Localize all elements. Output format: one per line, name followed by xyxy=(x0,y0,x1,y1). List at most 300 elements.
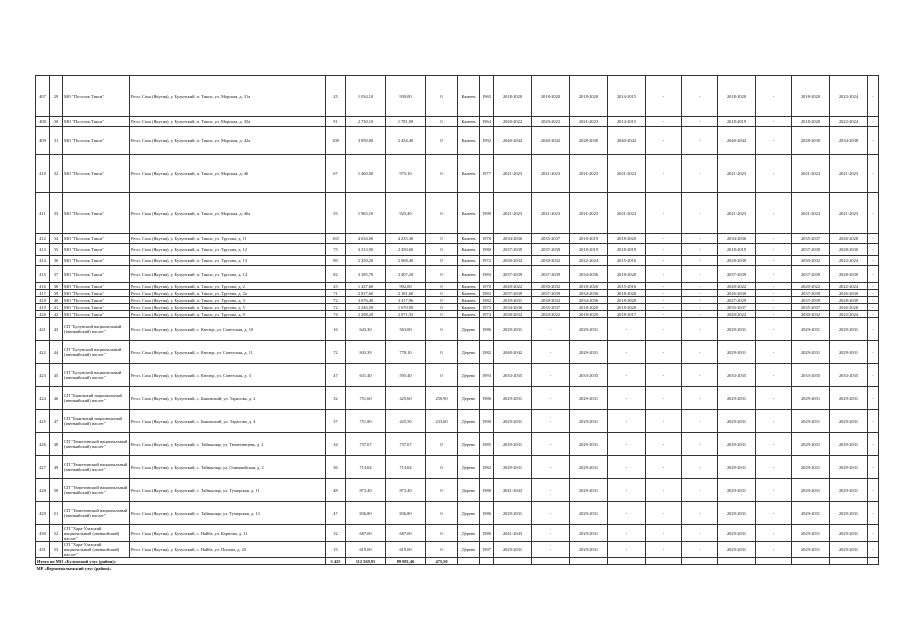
cell-c9: 2030-2032 xyxy=(792,311,830,318)
cell-c2: 2030-2032 xyxy=(532,256,570,266)
cell-n: 50 xyxy=(50,479,63,502)
cell-c1: 2034-2036 xyxy=(494,234,532,244)
cell-c1: 2021-2023 xyxy=(494,193,532,234)
cell-a3: 0 xyxy=(426,234,458,244)
cell-yr: 1983 xyxy=(480,266,494,283)
cell-c11: - xyxy=(868,456,879,479)
table-row xyxy=(36,456,879,479)
cell-c1: 2021-2023 xyxy=(494,155,532,193)
cell-c5: - xyxy=(646,387,682,410)
cell-c3: 2018-2020 xyxy=(570,283,608,290)
cell-c5: - xyxy=(646,502,682,525)
cell-c3: 2021-2023 xyxy=(570,193,608,234)
cell-c4: 2018-2020 xyxy=(608,266,646,283)
cell-a3: 0 xyxy=(426,364,458,387)
cell-c7: 2027-2029 xyxy=(718,297,756,304)
cell-a2: 1 670,90 xyxy=(386,304,426,311)
cell-mo: МО "Поселок Тикси" xyxy=(63,234,130,244)
cell-c7: 2037-2039 xyxy=(718,266,756,283)
cell-c6: - xyxy=(682,525,718,542)
cell-mat: Камень xyxy=(458,290,480,297)
cell-c8: - xyxy=(756,311,792,318)
cell-n: 51 xyxy=(50,502,63,525)
cell-a2: 1 781,00 xyxy=(386,117,426,127)
cell-mo: МО "Поселок Тикси" xyxy=(63,290,130,297)
cell-n: 33 xyxy=(50,193,63,234)
cell-c5: - xyxy=(646,155,682,193)
cell-a1: 2 730,10 xyxy=(346,117,386,127)
cell-q: 32 xyxy=(326,387,346,410)
cell-a2: 619,00 xyxy=(386,542,426,558)
cell-c2: - xyxy=(532,502,570,525)
cell-n: 43 xyxy=(50,318,63,341)
cell-c1: 2034-2036 xyxy=(494,304,532,311)
cell-c10: 2021-2023 xyxy=(830,155,868,193)
cell-c8: - xyxy=(756,456,792,479)
cell-c10: 2029-2031 xyxy=(830,341,868,364)
cell-a3: 0 xyxy=(426,76,458,117)
cell-a2: 975,10 xyxy=(386,155,426,193)
cell-c5: - xyxy=(646,234,682,244)
cell-c3: 2018-2020 xyxy=(570,304,608,311)
cell-a2: 425,50 xyxy=(386,410,426,433)
cell-c2: 2018-2020 xyxy=(532,76,570,117)
cell-n: 49 xyxy=(50,456,63,479)
cell-q: 72 xyxy=(326,304,346,311)
cell-n: 37 xyxy=(50,266,63,283)
cell-n: 31 xyxy=(50,127,63,155)
cell-q: 25 xyxy=(326,76,346,117)
cell-c8: - xyxy=(756,76,792,117)
cell-yr: 1965 xyxy=(480,76,494,117)
cell-a2: 4 235,30 xyxy=(386,234,426,244)
cell-mo: СП "Тюметинский национальный (эвенкийский) наслег" xyxy=(63,433,130,456)
cell-c2: - xyxy=(532,479,570,502)
cell-c8: - xyxy=(756,297,792,304)
cell-a1: 751,60 xyxy=(346,387,386,410)
cell-no: 414 xyxy=(36,256,50,266)
cell-c2: - xyxy=(532,364,570,387)
cell-c4: 2018-2020 xyxy=(608,297,646,304)
cell-addr: Респ. Саха (Якутия), у. Булунский, п. Тикси, ул. Трусова, д. 9 xyxy=(130,311,326,318)
cell-a1: 1 965,10 xyxy=(346,193,386,234)
cell-no: 420 xyxy=(36,311,50,318)
cell-c6: - xyxy=(682,76,718,117)
cell-yr: 1986 xyxy=(480,318,494,341)
cell-c4: - xyxy=(608,387,646,410)
cell-c8: - xyxy=(756,542,792,558)
total-empty-cell xyxy=(480,558,494,565)
cell-c8: - xyxy=(756,256,792,266)
table-row xyxy=(36,266,879,283)
cell-no: 416 xyxy=(36,283,50,290)
cell-c3: 2029-2031 xyxy=(570,387,608,410)
cell-a3: 0 xyxy=(426,117,458,127)
cell-no: 427 xyxy=(36,456,50,479)
cell-c1: 2030-2032 xyxy=(494,256,532,266)
cell-c11: - xyxy=(868,244,879,256)
table-row xyxy=(36,387,879,410)
cell-c1: 2029-2031 xyxy=(494,433,532,456)
cell-mat: Дерево xyxy=(458,433,480,456)
cell-c5: - xyxy=(646,76,682,117)
table-row xyxy=(36,117,879,127)
total-empty-cell xyxy=(570,558,608,565)
cell-c10: 2026-2028 xyxy=(830,304,868,311)
cell-c11: - xyxy=(868,318,879,341)
cell-c6: - xyxy=(682,266,718,283)
cell-addr: Респ. Саха (Якутия), у. Булунский, с. Таймылыр, ул. Олимпийская, д. 2 xyxy=(130,456,326,479)
cell-c11: - xyxy=(868,410,879,433)
cell-c6: - xyxy=(682,542,718,558)
cell-mo: СП "Тюметинский национальный (эвенкийский) наслег" xyxy=(63,456,130,479)
total-empty-cell xyxy=(646,558,682,565)
cell-c6: - xyxy=(682,155,718,193)
cell-c11: - xyxy=(868,117,879,127)
table-row xyxy=(36,502,879,525)
cell-c10: 2022-2024 xyxy=(830,76,868,117)
cell-c9: 2029-2031 xyxy=(792,456,830,479)
cell-c3: 2029-2031 xyxy=(570,456,608,479)
cell-addr: Респ. Саха (Якутия), у. Булунский, с. Таймылыр, ул. Тумарская, д. 13 xyxy=(130,502,326,525)
cell-yr: 1999 xyxy=(480,193,494,234)
cell-mat: Дерево xyxy=(458,341,480,364)
cell-c7: 2021-2023 xyxy=(718,193,756,234)
total-empty-cell xyxy=(792,558,830,565)
cell-q: 25 xyxy=(326,283,346,290)
cell-c5: - xyxy=(646,127,682,155)
cell-no: 411 xyxy=(36,193,50,234)
cell-c2: 2035-2037 xyxy=(532,304,570,311)
cell-no: 421 xyxy=(36,318,50,341)
cell-c1: 2041-2043 xyxy=(494,479,532,502)
cell-n: 40 xyxy=(50,297,63,304)
cell-c2: 2035-2037 xyxy=(532,234,570,244)
cell-c3: 2029-2031 xyxy=(570,341,608,364)
cell-mo: СП "Быковский национальный (эвенкийский) наслег" xyxy=(63,410,130,433)
cell-a3: 0 xyxy=(426,502,458,525)
cell-c8: - xyxy=(756,433,792,456)
cell-c5: - xyxy=(646,456,682,479)
cell-q: 89 xyxy=(326,256,346,266)
cell-yr: 1993 xyxy=(480,364,494,387)
cell-c11: - xyxy=(868,256,879,266)
cell-c4: 2021-2023 xyxy=(608,193,646,234)
cell-a2: 595,40 xyxy=(386,364,426,387)
total-a3: 475,50 xyxy=(426,558,458,565)
cell-q: 165 xyxy=(326,234,346,244)
cell-c1: 2029-2031 xyxy=(494,318,532,341)
cell-mo: МО "Поселок Тикси" xyxy=(63,244,130,256)
cell-addr: Респ. Саха (Якутия), у. Булунский, с. Кюсюр, ул. Советская, д. 3 xyxy=(130,364,326,387)
cell-c11: - xyxy=(868,266,879,283)
cell-c9: 2029-2031 xyxy=(792,387,830,410)
cell-mat: Камень xyxy=(458,304,480,311)
cell-c3: 2034-2036 xyxy=(570,297,608,304)
cell-a2: 992,00 xyxy=(386,283,426,290)
cell-c6: - xyxy=(682,456,718,479)
table-body xyxy=(36,76,879,572)
cell-c9: 2029-2031 xyxy=(792,318,830,341)
cell-c2: - xyxy=(532,410,570,433)
cell-c7: 2029-2031 xyxy=(718,387,756,410)
cell-a3: 0 xyxy=(426,525,458,542)
table-row xyxy=(36,304,879,311)
cell-addr: Респ. Саха (Якутия), у. Булунский, п. Тикси, ул. Морская, д. 46 xyxy=(130,155,326,193)
cell-c10: 2022-2024 xyxy=(830,117,868,127)
cell-addr: Респ. Саха (Якутия), у. Булунский, с. Быковский, ул. Тарасова, д. 2 xyxy=(130,387,326,410)
table-row xyxy=(36,525,879,542)
cell-c6: - xyxy=(682,410,718,433)
cell-n: 34 xyxy=(50,234,63,244)
cell-c6: - xyxy=(682,244,718,256)
cell-yr: 1985 xyxy=(480,433,494,456)
cell-a1: 3 313,90 xyxy=(346,244,386,256)
cell-addr: Респ. Саха (Якутия), у. Булунский, п. Тикси, ул. Трусова, д. 12 xyxy=(130,244,326,256)
cell-a2: 2 407,20 xyxy=(386,266,426,283)
cell-c5: - xyxy=(646,266,682,283)
cell-q: 100 xyxy=(326,127,346,155)
table-row xyxy=(36,479,879,502)
cell-a3: 0 xyxy=(426,193,458,234)
cell-c11: - xyxy=(868,297,879,304)
cell-a1: 643,30 xyxy=(346,318,386,341)
cell-mo: МО "Поселок Тикси" xyxy=(63,283,130,290)
cell-c9: 2029-2031 xyxy=(792,410,830,433)
cell-addr: Респ. Саха (Якутия), у. Булунский, с. Найба, ул. Попова, д. 20 xyxy=(130,542,326,558)
cell-c9: 2037-2039 xyxy=(792,266,830,283)
total-empty-cell xyxy=(868,558,879,565)
cell-c9: 2037-2039 xyxy=(792,297,830,304)
table-row xyxy=(36,193,879,234)
cell-mat: Дерево xyxy=(458,456,480,479)
cell-c7: 2029-2031 xyxy=(718,433,756,456)
cell-n: 41 xyxy=(50,304,63,311)
cell-c3: 2029-2031 xyxy=(570,410,608,433)
cell-c3: 2029-2031 xyxy=(570,542,608,558)
cell-a3: 0 xyxy=(426,542,458,558)
cell-c2: 2037-2039 xyxy=(532,266,570,283)
cell-no: 429 xyxy=(36,502,50,525)
cell-c8: - xyxy=(756,290,792,297)
cell-a2: 923,40 xyxy=(386,193,426,234)
cell-a3: 0 xyxy=(426,155,458,193)
cell-yr: 1974 xyxy=(480,311,494,318)
cell-addr: Респ. Саха (Якутия), у. Булунский, п. Тикси, ул. Трусова, д. 14 xyxy=(130,266,326,283)
cell-a3: 0 xyxy=(426,456,458,479)
cell-c7: 2028-2030 xyxy=(718,256,756,266)
cell-addr: Респ. Саха (Якутия), у. Булунский, п. Тикси, ул. Морская, д. 31а xyxy=(130,76,326,117)
cell-c5: - xyxy=(646,283,682,290)
cell-a2: 2 450,60 xyxy=(386,244,426,256)
table-row xyxy=(36,364,879,387)
housing-table xyxy=(35,75,879,571)
cell-c2: - xyxy=(532,456,570,479)
cell-no: 419 xyxy=(36,304,50,311)
cell-c3: 2029-2031 xyxy=(570,318,608,341)
cell-c9: 2029-2031 xyxy=(792,341,830,364)
cell-no: 415 xyxy=(36,266,50,283)
cell-c10: 2029-2031 xyxy=(830,318,868,341)
cell-c8: - xyxy=(756,387,792,410)
cell-c5: - xyxy=(646,290,682,297)
cell-mat: Камень xyxy=(458,193,480,234)
cell-c9: 2033-2035 xyxy=(792,364,830,387)
cell-c3: 2033-2035 xyxy=(570,364,608,387)
cell-c2: 2020-2022 xyxy=(532,311,570,318)
cell-c4: - xyxy=(608,525,646,542)
cell-c1: 2037-2039 xyxy=(494,290,532,297)
cell-addr: Респ. Саха (Якутия), у. Булунский, п. Тикси, ул. Трусова, д. 3 xyxy=(130,297,326,304)
cell-n: 35 xyxy=(50,244,63,256)
cell-c1: 2033-2035 xyxy=(494,364,532,387)
cell-mat: Камень xyxy=(458,244,480,256)
cell-c9: 2028-2030 xyxy=(792,127,830,155)
cell-n: 42 xyxy=(50,311,63,318)
cell-c7: 2029-2031 xyxy=(718,456,756,479)
cell-a3: 0 xyxy=(426,479,458,502)
cell-no: 418 xyxy=(36,297,50,304)
cell-a2: 3 417,96 xyxy=(386,297,426,304)
cell-a3: 0 xyxy=(426,290,458,297)
cell-c3: 2021-2023 xyxy=(570,155,608,193)
total-empty-cell xyxy=(458,558,480,565)
cell-yr: 1982 xyxy=(480,297,494,304)
cell-c11: - xyxy=(868,304,879,311)
cell-c11: - xyxy=(868,341,879,364)
cell-c4: - xyxy=(608,364,646,387)
cell-c11: - xyxy=(868,155,879,193)
cell-mat: Камень xyxy=(458,127,480,155)
cell-c5: - xyxy=(646,341,682,364)
cell-c3: 2018-2019 xyxy=(570,234,608,244)
cell-c10: 2029-2031 xyxy=(830,410,868,433)
cell-c1: 2030-2032 xyxy=(494,311,532,318)
cell-c11: - xyxy=(868,193,879,234)
total-a2: 89 081,46 xyxy=(386,558,426,565)
cell-q: 55 xyxy=(326,193,346,234)
table-row xyxy=(36,433,879,456)
cell-c1: 2020-2022 xyxy=(494,283,532,290)
cell-c5: - xyxy=(646,364,682,387)
cell-c9: 2035-2037 xyxy=(792,304,830,311)
cell-mo: СП "Хара-Улахский национальный (эвенкийский) наслег" xyxy=(63,525,130,542)
cell-a2: 836,80 xyxy=(386,502,426,525)
cell-yr: 1988 xyxy=(480,479,494,502)
table-row xyxy=(36,341,879,364)
cell-yr: 1983 xyxy=(480,290,494,297)
cell-c11: - xyxy=(868,283,879,290)
table-row xyxy=(36,127,879,155)
cell-c10: 2028-2030 xyxy=(830,244,868,256)
cell-no: 409 xyxy=(36,127,50,155)
cell-a3: 233,60 xyxy=(426,410,458,433)
total-empty-cell xyxy=(718,558,756,565)
cell-n: 29 xyxy=(50,76,63,117)
cell-c8: - xyxy=(756,479,792,502)
table-row xyxy=(36,410,879,433)
cell-c10: 2028-2030 xyxy=(830,266,868,283)
cell-q: 72 xyxy=(326,341,346,364)
cell-c8: - xyxy=(756,244,792,256)
cell-yr: 1986 xyxy=(480,387,494,410)
cell-no: 423 xyxy=(36,364,50,387)
cell-q: 71 xyxy=(326,290,346,297)
cell-a2: 2 071,35 xyxy=(386,311,426,318)
cell-n: 45 xyxy=(50,364,63,387)
cell-mat: Камень xyxy=(458,76,480,117)
cell-a1: 619,00 xyxy=(346,542,386,558)
cell-mo: СП "Булунский национальный (эвенкийский) наслег" xyxy=(63,318,130,341)
cell-q: 32 xyxy=(326,525,346,542)
cell-c1: 2020-2022 xyxy=(494,117,532,127)
cell-c7: 2026-2030 xyxy=(718,290,756,297)
cell-no: 431 xyxy=(36,542,50,558)
cell-c11: - xyxy=(868,311,879,318)
cell-a2: 737,67 xyxy=(386,433,426,456)
cell-c11: - xyxy=(868,479,879,502)
cell-yr: 1997 xyxy=(480,542,494,558)
cell-c4: 2021-2023 xyxy=(608,155,646,193)
cell-c11: - xyxy=(868,127,879,155)
table-row xyxy=(36,542,879,558)
cell-c3: 2021-2023 xyxy=(570,117,608,127)
cell-yr: 1986 xyxy=(480,525,494,542)
cell-a3: 250,90 xyxy=(426,387,458,410)
cell-mat: Камень xyxy=(458,297,480,304)
cell-q: 37 xyxy=(326,410,346,433)
cell-c9: 2035-2037 xyxy=(792,234,830,244)
cell-c5: - xyxy=(646,244,682,256)
cell-mo: СП "Тюметинский национальный (эвенкийский) наслег" xyxy=(63,479,130,502)
cell-c9: 2020-2022 xyxy=(792,283,830,290)
cell-no: 424 xyxy=(36,387,50,410)
cell-a3: 0 xyxy=(426,304,458,311)
cell-c1: 2040-2042 xyxy=(494,341,532,364)
cell-c8: - xyxy=(756,364,792,387)
cell-c4: - xyxy=(608,479,646,502)
cell-c9: 2018-2020 xyxy=(792,117,830,127)
cell-c7: 2035-2037 xyxy=(718,304,756,311)
cell-c11: - xyxy=(868,525,879,542)
cell-mat: Камень xyxy=(458,256,480,266)
cell-c6: - xyxy=(682,479,718,502)
cell-c9: 2029-2031 xyxy=(792,542,830,558)
cell-yr: 1977 xyxy=(480,155,494,193)
cell-c1: 2029-2031 xyxy=(494,297,532,304)
cell-c4: 2018-2019 xyxy=(608,244,646,256)
cell-c7: 2020-2022 xyxy=(718,283,756,290)
cell-a1: 4 634,00 xyxy=(346,234,386,244)
cell-c8: - xyxy=(756,410,792,433)
cell-c8: - xyxy=(756,266,792,283)
cell-c11: - xyxy=(868,76,879,117)
cell-mat: Дерево xyxy=(458,479,480,502)
cell-c10: 2029-2031 xyxy=(830,479,868,502)
cell-c7: 2020-2022 xyxy=(718,311,756,318)
cell-addr: Респ. Саха (Якутия), у. Булунский, с. Кюсюр, ул. Советская, д. 11 xyxy=(130,341,326,364)
footer-row xyxy=(36,565,879,572)
total-empty-cell xyxy=(494,558,532,565)
cell-no: 426 xyxy=(36,433,50,456)
cell-c2: - xyxy=(532,433,570,456)
cell-c2: - xyxy=(532,318,570,341)
cell-addr: Респ. Саха (Якутия), у. Булунский, с. Быковский, ул. Тарасова, д. 4 xyxy=(130,410,326,433)
cell-a2: 2 181,60 xyxy=(386,290,426,297)
cell-a1: 3 185,70 xyxy=(346,266,386,283)
cell-c6: - xyxy=(682,304,718,311)
cell-c4: - xyxy=(608,318,646,341)
